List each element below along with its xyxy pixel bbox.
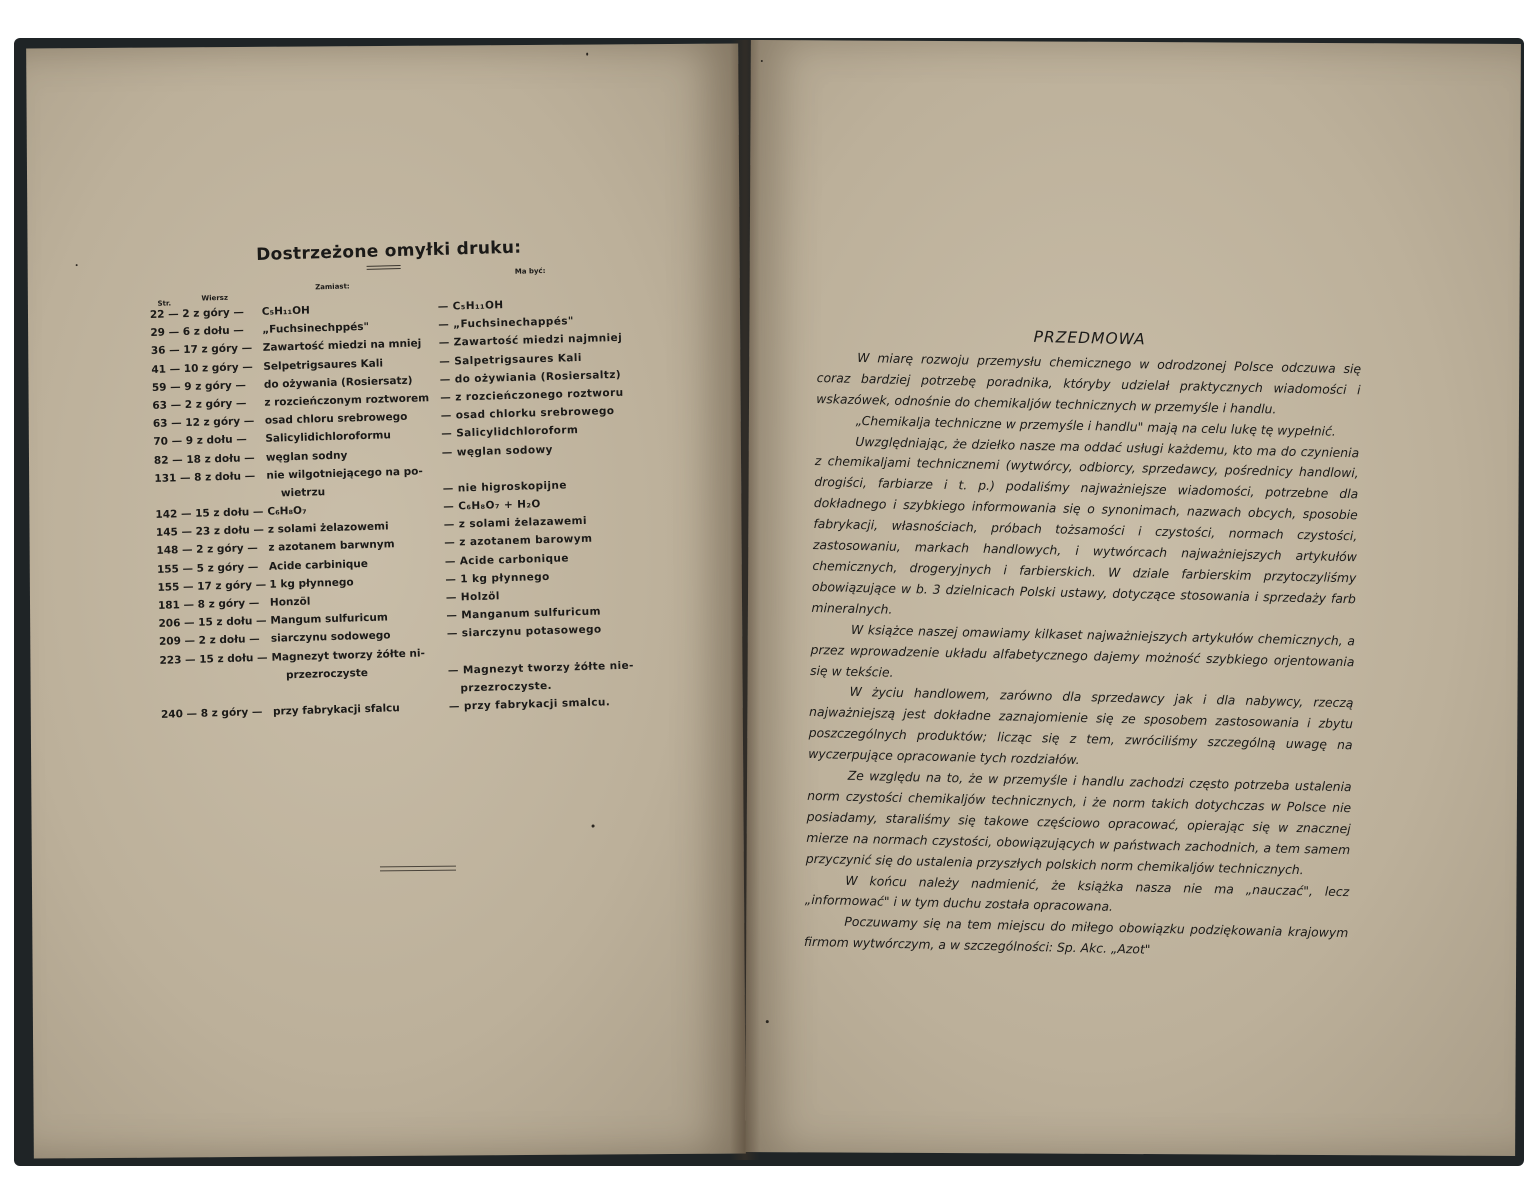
- errata-right: — Zawartość miedzi najmniej: [438, 332, 623, 350]
- header-instead: Zamiast:: [315, 282, 350, 292]
- header-page: Str.: [157, 299, 172, 308]
- errata-right: — 1 kg płynnego: [445, 570, 550, 586]
- errata-right: — Holzöl: [445, 590, 500, 604]
- errata-location: 155 — 5 z góry —: [156, 560, 259, 576]
- errata-right: — Acide carbonique: [444, 551, 570, 568]
- errata-wrong: Magnezyt tworzy żółte ni-: [271, 646, 426, 664]
- errata-location: 131 — 8 z dołu —: [154, 469, 256, 485]
- errata-location: 209 — 2 z dołu —: [158, 633, 260, 649]
- errata-right: — węglan sodowy: [441, 443, 553, 459]
- preface-paragraph: W miarę rozwoju przemysłu chemicznego w odrodzonej Polsce odczuwa się coraz bardziej potrzebę poradnika, któryby udzielał praktycznych wiadomości i wskazówek, odnośnie do chemikaljów technicznych w przemyśle i handlu.: [816, 349, 1362, 417]
- errata-wrong: Zawartość miedzi na mniej: [262, 337, 422, 355]
- errata-wrong: z rozcieńczonym roztworem: [264, 392, 430, 409]
- errata-wrong: C₅H₁₁OH: [261, 304, 310, 318]
- errata-location: 142 — 15 z dołu —: [155, 505, 264, 521]
- errata-wrong: Honzöl: [269, 595, 311, 609]
- errata-wrong: 1 kg płynnego: [269, 576, 354, 591]
- errata-location: 59 — 9 z góry —: [151, 379, 247, 394]
- paper-speck: [76, 264, 78, 266]
- paper-speck: [766, 1020, 769, 1023]
- errata-right: — przy fabrykacji smalcu.: [448, 696, 611, 713]
- errata-right: — C₆H₈O₇ + H₂O: [443, 498, 541, 513]
- book-gutter: [730, 40, 760, 1160]
- paper-speck: [586, 53, 588, 56]
- preface-section: [804, 322, 1362, 965]
- errata-location: 22 — 2 z góry —: [149, 306, 245, 321]
- errata-location: 63 — 12 z góry —: [152, 415, 255, 431]
- errata-location: 206 — 15 z dołu —: [158, 615, 267, 631]
- errata-right: — do ożywiania (Rosiersaltz): [439, 368, 622, 386]
- errata-location: 70 — 9 z dołu —: [153, 433, 247, 449]
- errata-right: — Manganum sulfuricum: [446, 605, 601, 622]
- errata-right: — osad chlorku srebrowego: [440, 405, 615, 423]
- paper-speck: [761, 60, 763, 62]
- preface-paragraph: W końcu należy nadmienić, że książka nasza nie ma „nauczać", lecz „informować" i w tym duchu została opracowana.: [804, 872, 1350, 915]
- errata-location: 240 — 8 z góry —: [160, 706, 263, 721]
- errata-right: — C₅H₁₁OH: [437, 299, 504, 313]
- errata-wrong: z azotanem barwnym: [268, 538, 395, 555]
- errata-wrong: siarczynu sodowego: [270, 629, 391, 646]
- page-end-rule: [380, 866, 456, 872]
- header-should-be: Ma być:: [514, 266, 546, 276]
- errata-wrong: nie wilgotniejącego na po-: [266, 465, 423, 482]
- errata-location: 223 — 15 z dołu —: [159, 651, 268, 667]
- preface-paragraph: Uwzględniając, że dziełko nasze ma oddać usługi każdemu, kto ma do czynienia z chemikaljami technicznemi (wytwórcy, odbiorcy, sprzedawcy, pośrednicy handlowi, drogiści, farbiarze i t. p.) podaliśmy najważniejsze wiadomości, potrzebne dla dokładnego i szybkiego informowania się o synonimach, nazwach obcych, sposobie fabrykacji, własnościach, próbach tożsamości i czystości, normach czystości, zastosowaniu, markach handlowych, i wytwórcach najważniejszych artykułów chemicznych, drogeryjnych i farbierskich. W dziale farbierskim przytoczyliśmy obowiązujące w b. 3 dzielnicach Polski ustawy, dotyczące stosowania i sprzedaży farb mineralnych.: [811, 433, 1360, 617]
- errata-right: — Salicylidchloroform: [441, 424, 579, 441]
- errata-wrong: Acide carbinique: [268, 557, 369, 573]
- errata-wrong: osad chloru srebrowego: [264, 410, 408, 427]
- errata-right: — Magnezyt tworzy żółte nie-: [447, 659, 634, 677]
- errata-wrong: C₆H₈O₇: [267, 504, 307, 518]
- errata-section: [148, 233, 681, 724]
- errata-location: 29 — 6 z dołu —: [150, 324, 244, 340]
- errata-location: 181 — 8 z góry —: [157, 597, 260, 612]
- errata-location: 63 — 2 z góry —: [152, 397, 247, 412]
- errata-right: — z rozcieńczonego roztworu: [440, 386, 624, 404]
- errata-wrong: „Fuchsinechppés": [262, 321, 370, 337]
- errata-right: — z solami żelazawemi: [443, 515, 588, 532]
- errata-wrong: Salicylidichloroformu: [265, 429, 392, 446]
- preface-title: PRZEDMOWA: [1033, 327, 1146, 349]
- errata-wrong: węglan sodny: [265, 449, 348, 464]
- preface-paragraph: W życiu handlowem, zarówno dla sprzedawcy jak i dla nabywcy, rzeczą najważniejszą jest dokładne zaznajomienie się ze sposobem zastosowania i zbytu poszczególnych produktów; licząc się z tem, zwróciliśmy szczególną uwagę na wyczerpujące opracowanie tych rozdziałów.: [808, 684, 1354, 768]
- errata-title: Dostrzeżone omyłki druku:: [255, 237, 522, 265]
- errata-right: — „Fuchsinechappés": [438, 315, 574, 332]
- errata-right: — z azotanem barowym: [444, 533, 593, 550]
- errata-wrong: Selpetrigsaures Kali: [263, 357, 384, 373]
- errata-right: — siarczynu potasowego: [446, 623, 602, 641]
- errata-location: 155 — 17 z góry —: [157, 578, 267, 594]
- errata-wrong: przy fabrykacji sfalcu: [272, 702, 400, 718]
- errata-location: 145 — 23 z dołu —: [155, 524, 265, 540]
- header-line: Wiersz: [201, 293, 229, 303]
- errata-wrong: przezroczyste: [285, 666, 369, 682]
- errata-wrong: wietrzu: [280, 486, 326, 500]
- preface-paragraph: Ze względu na to, że w przemyśle i handlu zachodzi często potrzeba ustalenia norm czystości chemikaljów technicznych, i że norm takich dotychczas w Polsce nie posiadamy, staraliśmy się takowe częściowo opracować, opierając się w znacznej mierze na normach czystości, obowiązujących w państwach zachodnich, a tem samem przyczynić się do ustalenia przyszłych polskich norm chemikaljów technicznych.: [805, 767, 1352, 877]
- errata-wrong: do ożywania (Rosiersatz): [263, 374, 413, 391]
- preface-paragraph: W książce naszej omawiamy kilkaset najważniejszych artykułów chemicznych, a przez wprowadzenie układu alfabetycznego dajemy możność szybkiego orjentowania się w tekście.: [809, 621, 1356, 680]
- preface-paragraph: Poczuwamy się na tem miejscu do miłego obowiązku podziękowania krajowym firmom wytwórczym, a w szczególności: Sp. Akc. „Azot": [803, 914, 1349, 957]
- errata-wrong: z solami żelazowemi: [267, 520, 389, 537]
- errata-location: 41 — 10 z góry —: [151, 360, 253, 376]
- errata-right: przezroczyste.: [460, 679, 553, 695]
- errata-wrong: Mangum sulfuricum: [270, 611, 388, 627]
- errata-location: 82 — 18 z dołu —: [153, 451, 255, 467]
- preface-paragraph: „Chemikalja techniczne w przemyśle i handlu" mają na celu lukę tę wypełnić.: [855, 412, 1337, 439]
- errata-right: — Salpetrigsaures Kali: [439, 351, 582, 368]
- errata-location: 148 — 2 z góry —: [156, 542, 258, 558]
- paper-speck: [592, 825, 595, 828]
- errata-right: — nie higroskopijne: [442, 479, 568, 495]
- errata-location: 36 — 17 z góry —: [150, 342, 253, 358]
- errata-rows: [150, 291, 681, 724]
